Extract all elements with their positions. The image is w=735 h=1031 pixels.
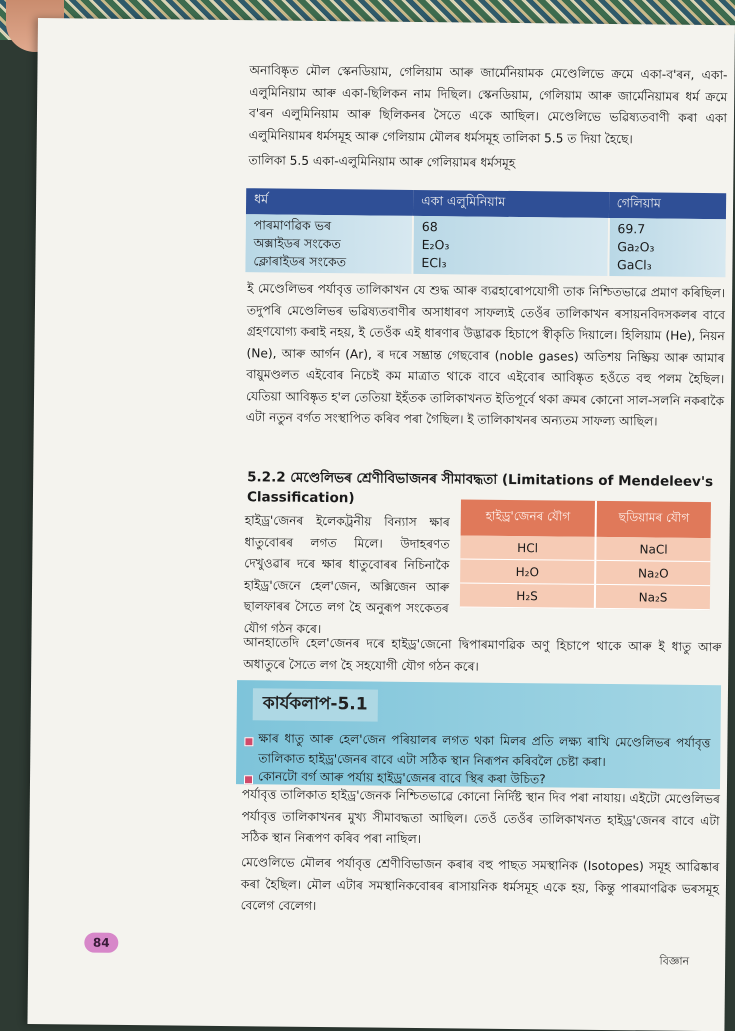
bullet-icon — [244, 737, 253, 746]
table1-header: একা এলুমিনিয়াম — [413, 190, 609, 218]
hydrogen-paragraph: হাইড্ৰ'জেনৰ ইলেকট্ৰনীয় বিন্যাস ক্ষাৰ ধাতুবোৰৰ লগত মিলে। উদাহৰণত দেখুওৱাৰ দৰে ক্ষাৰ ধাতুবোৰৰ নিচিনাকৈ হাইড্ৰ'জেনে হেল'জেন, অক্সিজেন আৰু ছালফাৰৰ সৈতে লগ হৈ অনুৰূপ সংকেতৰ যৌগ গঠন কৰে। — [243, 513, 450, 636]
table2-cell: H₂O — [460, 559, 595, 584]
table-eka-aluminium-gallium — [245, 188, 726, 277]
table2-header: ছডিয়ামৰ যৌগ — [596, 501, 711, 538]
activity-title: কাৰ্যকলাপ-5.1 — [253, 688, 378, 721]
intro-text: অনাবিষ্কৃত মৌল স্কেনডিয়াম, গেলিয়াম আৰু জাৰ্মেনিয়ামক মেণ্ডেলিভে ক্ৰমে একা-ব'ৰন, একা-এলুমিনিয়াম আৰু একা-ছিলিকন নাম দিছিল। স্কেনডিয়াম, গেলিয়াম আৰু জাৰ্মেনিয়ামৰ ধৰ্ম ক্ৰমে ব'ৰন এলুমিনিয়াম আৰু ছিলিকনৰ সৈতে একে আছিল। মেণ্ডেলিভে ভৱিষ্যতবাণী কৰা একা এলুমিনিয়ামৰ ধৰ্মসমূহ আৰু গেলিয়াম মৌলৰ ধৰ্মসমূহ তালিকা 5.5 ত দিয়া হৈছে। — [248, 63, 728, 146]
bullet-icon — [244, 775, 253, 784]
table1-gallium-cell: 69.7 Ga₂O₃ GaCl₃ — [608, 218, 726, 277]
diatomic-paragraph: আনহাতেদি হেল'জেনৰ দৰে হাইড্ৰ'জেনো দ্বিপাৰমাণৱিক অণু হিচাপে থাকে আৰু ই ধাতু আৰু অধাতুৰে সৈতে লগ হৈ সহযোগী যৌগ গঠন কৰে। — [243, 635, 722, 674]
table2-cell: H₂S — [460, 583, 595, 608]
table1-caption: তালিকা 5.5 একা-এলুমিনিয়াম আৰু গেলিয়ামৰ ধৰ্মসমূহ — [248, 153, 516, 171]
section-heading: 5.2.2 মেণ্ডেলিভৰ শ্ৰেণীবিভাজনৰ সীমাবদ্ধতা (Limitations of Mendeleev's Classification) — [246, 469, 714, 507]
table2-cell: NaCl — [596, 537, 711, 562]
activity-item: ক্ষাৰ ধাতু আৰু হেল'জেন পৰিয়ালৰ লগত থকা মিলৰ প্ৰতি লক্ষ্য ৰাখি মেণ্ডেলিভৰ পৰ্যাবৃত্ত তালিকাত হাইড্ৰ'জেনৰ বাবে এটা সঠিক স্থান নিৰূপন কৰিবলৈ চেষ্টা কৰা। — [258, 731, 711, 769]
table2-header: হাইড্ৰ'জেনৰ যৌগ — [461, 499, 597, 536]
table2-cell: Na₂O — [595, 560, 710, 585]
page-number: 84 — [84, 933, 118, 953]
activity-box — [236, 680, 721, 789]
intro-paragraph — [249, 60, 728, 151]
table1-header: গেলিয়াম — [609, 192, 727, 219]
limitation-paragraph: পৰ্যাবৃত্ত তালিকাত হাইড্ৰ'জেনক নিশ্চিতভাৱে কোনো নিৰ্দিষ্ট স্থান দিব পৰা নাযায়। এইটো মেণ্ডেলিভৰ পৰ্যাবৃত্ত তালিকাখনৰ মুখ্য সীমাবদ্ধতা আছিল। তেওঁ তেওঁৰ তালিকাখনত হাইড্ৰ'জেনৰ বাবে এটা সঠিক স্থান নিৰূপণ কৰিব পৰা নাছিল। — [241, 787, 720, 847]
paragraph-success: ই মেণ্ডেলিভৰ পৰ্যাবৃত্ত তালিকাখন যে শুদ্ধ আৰু ব্যৱহাৰোপযোগী তাক নিশ্চিতভাৱে প্ৰমাণ কৰিছিল। তদুপৰি মেণ্ডেলিভৰ ভৱিষ্যতবাণীৰ অসাধাৰণ সাফল্যই তেওঁৰ তালিকাখন ৰসায়নবিদসকলৰ বাবে গ্ৰহণযোগ্য কৰাই নহয়, ই তেওঁক এই ধাৰণাৰ উদ্ভাৱক হিচাপে স্বীকৃতি দিয়ালে। হিলিয়াম (He), নিয়ন (Ne), আৰু আৰ্গন (Ar), ৰ দৰে সম্ভ্ৰান্ত গেছবোৰ (noble gases) অতিশয় নিষ্ক্ৰিয় আৰু আমাৰ বায়ুমণ্ডলত এইবোৰ নিচেই কম মাত্ৰাত থাকে বাবে এইবোৰ আবিষ্কৃত হওঁতে বহু পলম হৈছিল। যেতিয়া আবিষ্কৃত হ'ল তেতিয়া ইহঁতক তালিকাখনত ইতিপূৰ্বে থকা ক্ৰমৰ কোনো সাল-সলনি নকৰাকৈ এটা নতুন বৰ্গত সংস্থাপিত কৰিব পৰা গৈছিল। ই তালিকাখনৰ অন্যতম সাফল্য আছিল। — [245, 281, 726, 429]
table2-cell: HCl — [460, 535, 595, 560]
table1-eka-cell: 68 E₂O₃ ECl₃ — [412, 216, 608, 276]
table1-property-cell: পাৰমাণৱিক ভৰ অক্সাইডৰ সংকেত ক্লোৰাইডৰ সংকেত — [245, 214, 413, 274]
isotopes-paragraph: মেণ্ডেলিভে মৌলৰ পৰ্যাবৃত্ত শ্ৰেণীবিভাজন কৰাৰ বহু পাছত সমস্থানিক (Isotopes) সমূহ আৱিষ্কাৰ কৰা হৈছিল। মৌল এটাৰ সমস্থানিকবোৰৰ ৰাসায়নিক ধৰ্মসমূহ একে হয়, কিন্তু পাৰমাণৱিক ভৰসমূহ বেলেগ বেলেগ। — [240, 855, 720, 913]
table2-cell: Na₂S — [595, 584, 710, 609]
activity-item: কোনটো বৰ্গ আৰু পৰ্যায় হাইড্ৰ'জেনৰ বাবে স্থিৰ কৰা উচিত? — [257, 769, 546, 787]
textbook-page — [27, 18, 734, 1031]
table-hydrogen-sodium-compounds — [460, 499, 711, 610]
table1-header: ধৰ্ম — [246, 188, 413, 216]
subject-label: বিজ্ঞান — [659, 954, 690, 968]
